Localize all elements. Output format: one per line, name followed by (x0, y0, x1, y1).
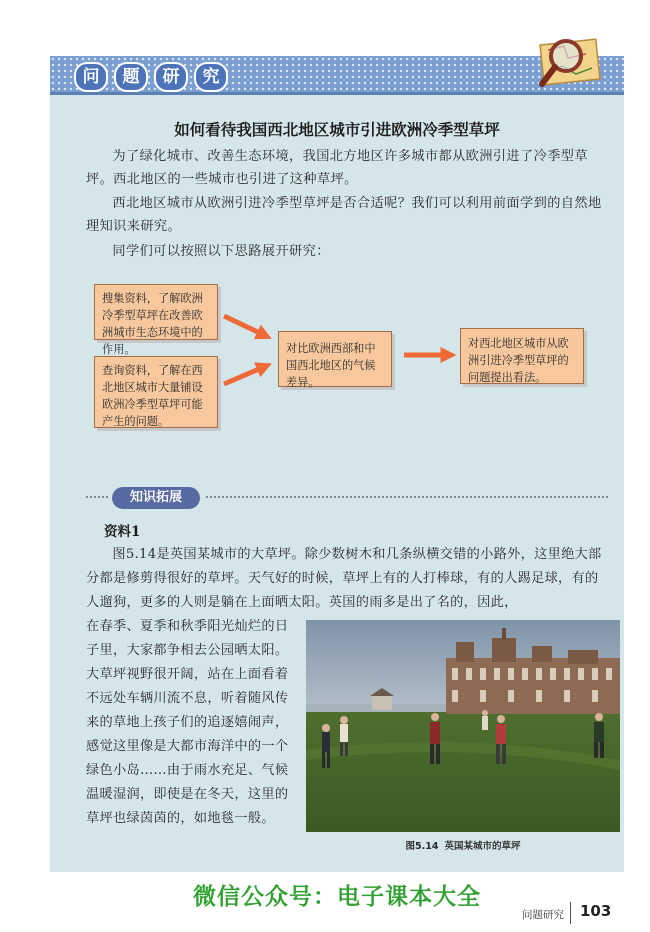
footer-separator (570, 902, 571, 924)
figure-caption-text: 英国某城市的草坪 (444, 841, 521, 852)
magnifier-map-icon (534, 28, 604, 94)
lawn-photo (306, 620, 620, 832)
section-title-char: 究 (194, 62, 228, 92)
material-paragraph: 图5.14是英国某城市的大草坪。除少数树木和几条纵横交错的小路外，这里绝大部分都是修剪得很好的草坪。天气好的时候，草坪上有的人打棒球，有的人踢足球，有的人遛狗，更多的人则是躺在上面晒太阳。英国的雨多是出了名的，因此， (86, 547, 602, 610)
intro-paragraph: 为了绿化城市、改善生态环境，我国北方地区许多城市都从欧洲引进了冷季型草坪。西北地区的一些城市也引进了这种草坪。 (86, 149, 588, 187)
article-title: 如何看待我国西北地区城市引进欧洲冷季型草坪 (174, 120, 500, 139)
section-title (74, 62, 228, 92)
material-paragraph-continued: 在春季、夏季和秋季阳光灿烂的日子里，大家都争相去公园晒太阳。大草坪视野很开阔，站在上面看着不远处车辆川流不息，听着随风传来的草地上孩子们的追逐嬉闹声，感觉这里像是大都市海洋中的一个绿色小岛……由于雨水充足、气候温暖湿润，即使是在冬天，这里的草坪也绿茵茵的，如地毯一般。 (86, 619, 289, 826)
section-title-char: 问 (74, 62, 108, 92)
knowledge-extension-label: 知识拓展 (112, 487, 200, 509)
section-title-char: 研 (154, 62, 188, 92)
flow-box-compare-climate: 对比欧洲西部和中国西北地区的气候差异。 (278, 331, 392, 387)
page-number: 103 (580, 902, 612, 920)
material-title: 资料1 (104, 524, 141, 540)
question-paragraph: 西北地区城市从欧洲引进冷季型草坪是否合适呢？我们可以利用前面学到的自然地理知识来研究。 (86, 196, 602, 234)
figure-caption (306, 838, 620, 852)
section-title-char: 题 (114, 62, 148, 92)
figure-number: 图5.14 (405, 841, 439, 852)
divider-right (206, 496, 608, 498)
flow-box-give-opinion: 对西北地区城市从欧洲引进冷季型草坪的问题提出看法。 (460, 328, 584, 384)
instruction-paragraph: 同学们可以按照以下思路展开研究： (112, 244, 330, 259)
footer-section-name: 问题研究 (522, 909, 564, 921)
flow-box-query-problems: 查询资料，了解在西北地区城市大量铺设欧洲冷季型草坪可能产生的问题。 (94, 356, 218, 428)
watermark-text: 微信公众号：电子课本大全 (193, 884, 481, 910)
divider-left (86, 496, 108, 498)
flow-box-collect-info: 搜集资料，了解欧洲冷季型草坪在改善欧洲城市生态环境中的作用。 (94, 284, 218, 340)
